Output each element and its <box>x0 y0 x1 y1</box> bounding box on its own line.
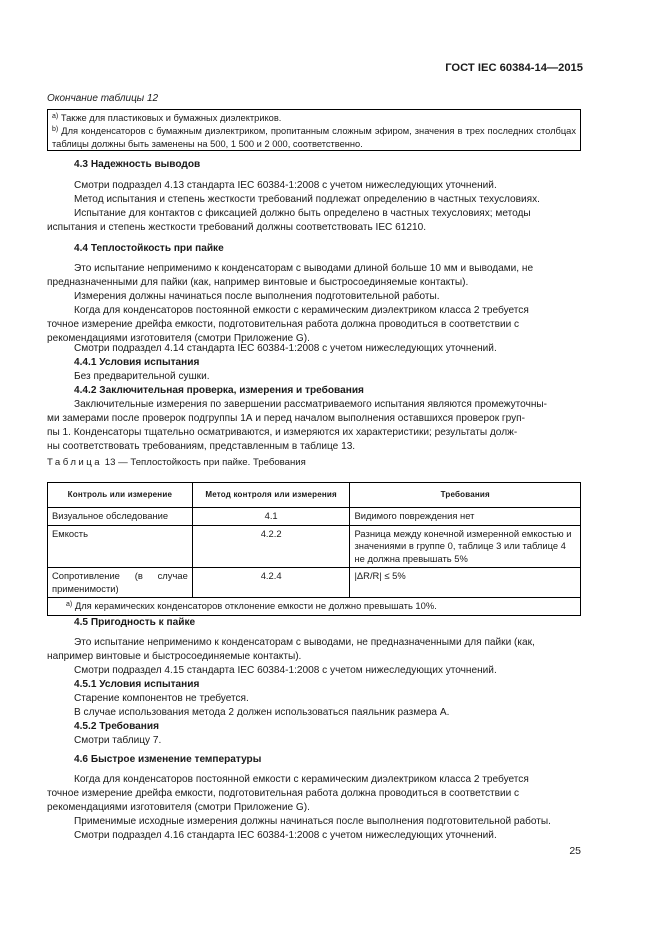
table-row: Емкость 4.2.2 Разница между конечной измеренной емкостью и значениями в группе 0, таблице 3 или таблице 4 не должна превышать 5% <box>48 525 581 568</box>
table13-caption: Таблица 13 — Теплостойкость при пайке. Требования <box>47 457 306 468</box>
section-4-4: 4.4 Теплостойкость при пайке <box>74 243 224 254</box>
table-note-row: $^{a)}$ Для керамических конденсаторов отклонение емкости не должно превышать 10%. <box>48 598 581 616</box>
section-4-3 <box>74 158 581 172</box>
document-header: ГОСТ IEC 60384-14—2015 <box>445 62 583 74</box>
section-4-5: 4.5 Пригодность к пайке <box>74 617 196 628</box>
table-13 <box>47 482 581 616</box>
section-4-6: 4.6 Быстрое изменение температуры <box>74 754 262 765</box>
note-b: $^{b)}$ Для конденсаторов с бумажным диэлектриком, пропитанным сложным эфиром, значения в трех последних столбцах таблицы должны быть заменены на 500, 1 500 и 2 000, соответственно. <box>52 126 576 149</box>
note-a: $^{a)}$ Также для пластиковых и бумажных диэлектриков. <box>52 113 282 123</box>
s43-body: Смотри подраздел 4.13 стандарта IEC 60384-1:2008 с учетом нижеследующих уточнений. Метод испытания и степень жесткости требований подлежат определению в частных техусловиях. Испытание для контактов с фиксацией должно быть определено в частных техусловиях; методы <box>74 180 540 219</box>
section-title: 4.3 Надежность выводов <box>74 159 201 170</box>
table-row: Сопротивление (в случае применимости) 4.2.4 |ΔR/R| ≤ 5% <box>48 568 581 598</box>
table12-notes <box>47 109 581 151</box>
page-number: 25 <box>569 845 581 857</box>
table-header-row: Контроль или измерение Метод контроля или измерения Требования <box>48 483 581 508</box>
table-end-caption: Окончание таблицы 12 <box>47 93 159 104</box>
table-row: Визуальное обследование 4.1 Видимого повреждения нет <box>48 508 581 526</box>
